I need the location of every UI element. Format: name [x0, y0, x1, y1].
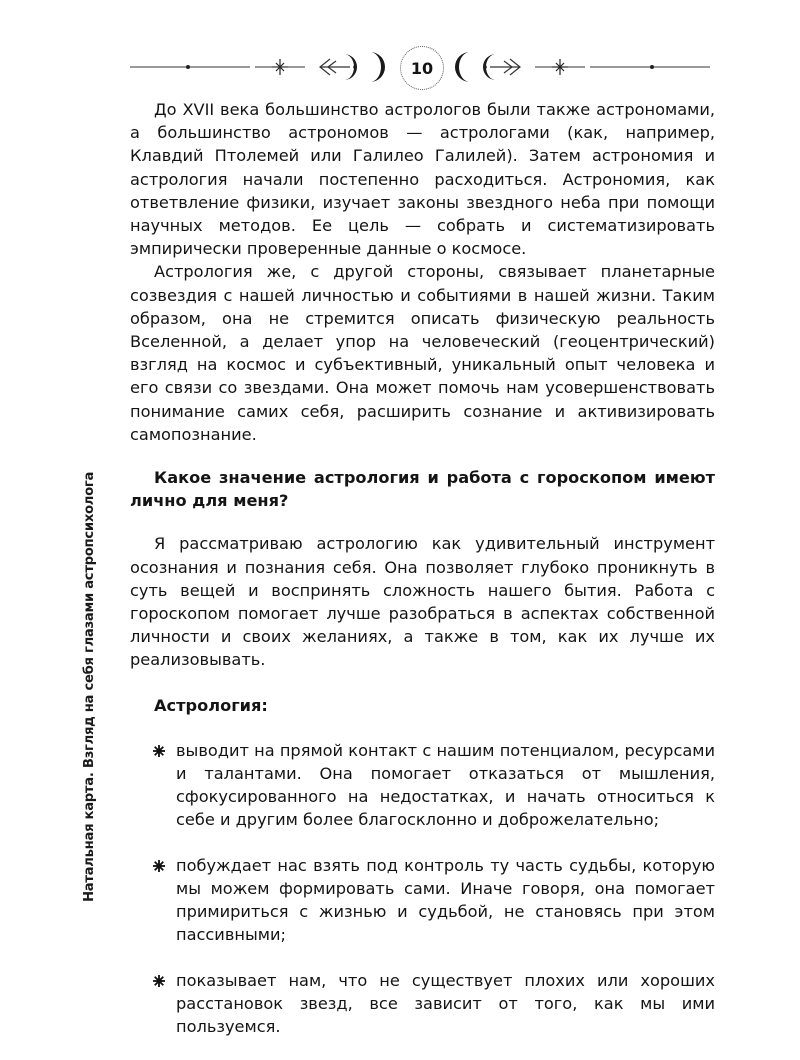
page-number: 10: [400, 46, 444, 90]
starburst-bullet-icon: [152, 744, 166, 758]
list-item: [130, 739, 715, 832]
page-body: [130, 98, 715, 1060]
list-heading: Астрология:: [154, 695, 268, 715]
starburst-bullet-icon: [152, 974, 166, 988]
page-header-ornament: [130, 40, 710, 96]
bullet-text: выводит на прямой контакт с нашим потенциалом, ресурсами и талантами. Она помогает отказаться от мышления, сфокусированного на недостатках, и начать относиться к себе и другим более благосклонно и доброжелательно;: [176, 740, 715, 830]
intro-paragraph-1: До XVII века большинство астрологов были также астрономами, а большинство астрономов — астрологами (как, например, Клавдий Птолемей или Галилео Галилей). Затем астрономия и астрология начали постепенно расходиться. Астрономия, как ответвление физики, изучает законы звездного неба при помощи научных методов. Ее цель — собрать и систематизировать эмпирически проверенные данные о космосе.: [130, 100, 715, 259]
bullet-text: побуждает нас взять под контроль ту часть судьбы, которую мы можем формировать сами. Иначе говоря, она помогает примириться с жизнью и судьбой, не становясь при этом пассивными;: [176, 855, 715, 945]
question-heading: Какое значение астрология и работа с гороскопом имеют лично для меня?: [130, 468, 715, 511]
answer-paragraph: Я рассматриваю астрологию как удивительный инструмент осознания и познания себя. Она позволяет глубоко проникнуть в суть вещей и воспринять сложность нашего бытия. Работа с гороскопом помогает лучше разобраться в аспектах собственной личности и своих желаниях, а также в том, как их лучше их реализовывать.: [130, 534, 715, 670]
list-item: [130, 969, 715, 1039]
bullet-text: показывает нам, что не существует плохих или хороших расстановок звезд, все зависит от того, как мы ими пользуемся.: [176, 970, 715, 1036]
list-item: [130, 854, 715, 947]
intro-paragraph-2: Астрология же, с другой стороны, связывает планетарные созвездия с нашей личностью и событиями в нашей жизни. Таким образом, она не стремится описать физическую реальность Вселенной, а делает упор на человеческий (геоцентрический) взгляд на космос и субъективный, уникальный опыт человека и его связи со звездами. Она может помочь нам усовершенствовать понимание самих себя, расширить сознание и активизировать самопознание.: [130, 262, 715, 444]
starburst-bullet-icon: [152, 859, 166, 873]
bullet-list: [130, 739, 715, 1038]
running-book-title: Натальная карта. Взгляд на себя глазами астропсихолога: [82, 471, 97, 902]
